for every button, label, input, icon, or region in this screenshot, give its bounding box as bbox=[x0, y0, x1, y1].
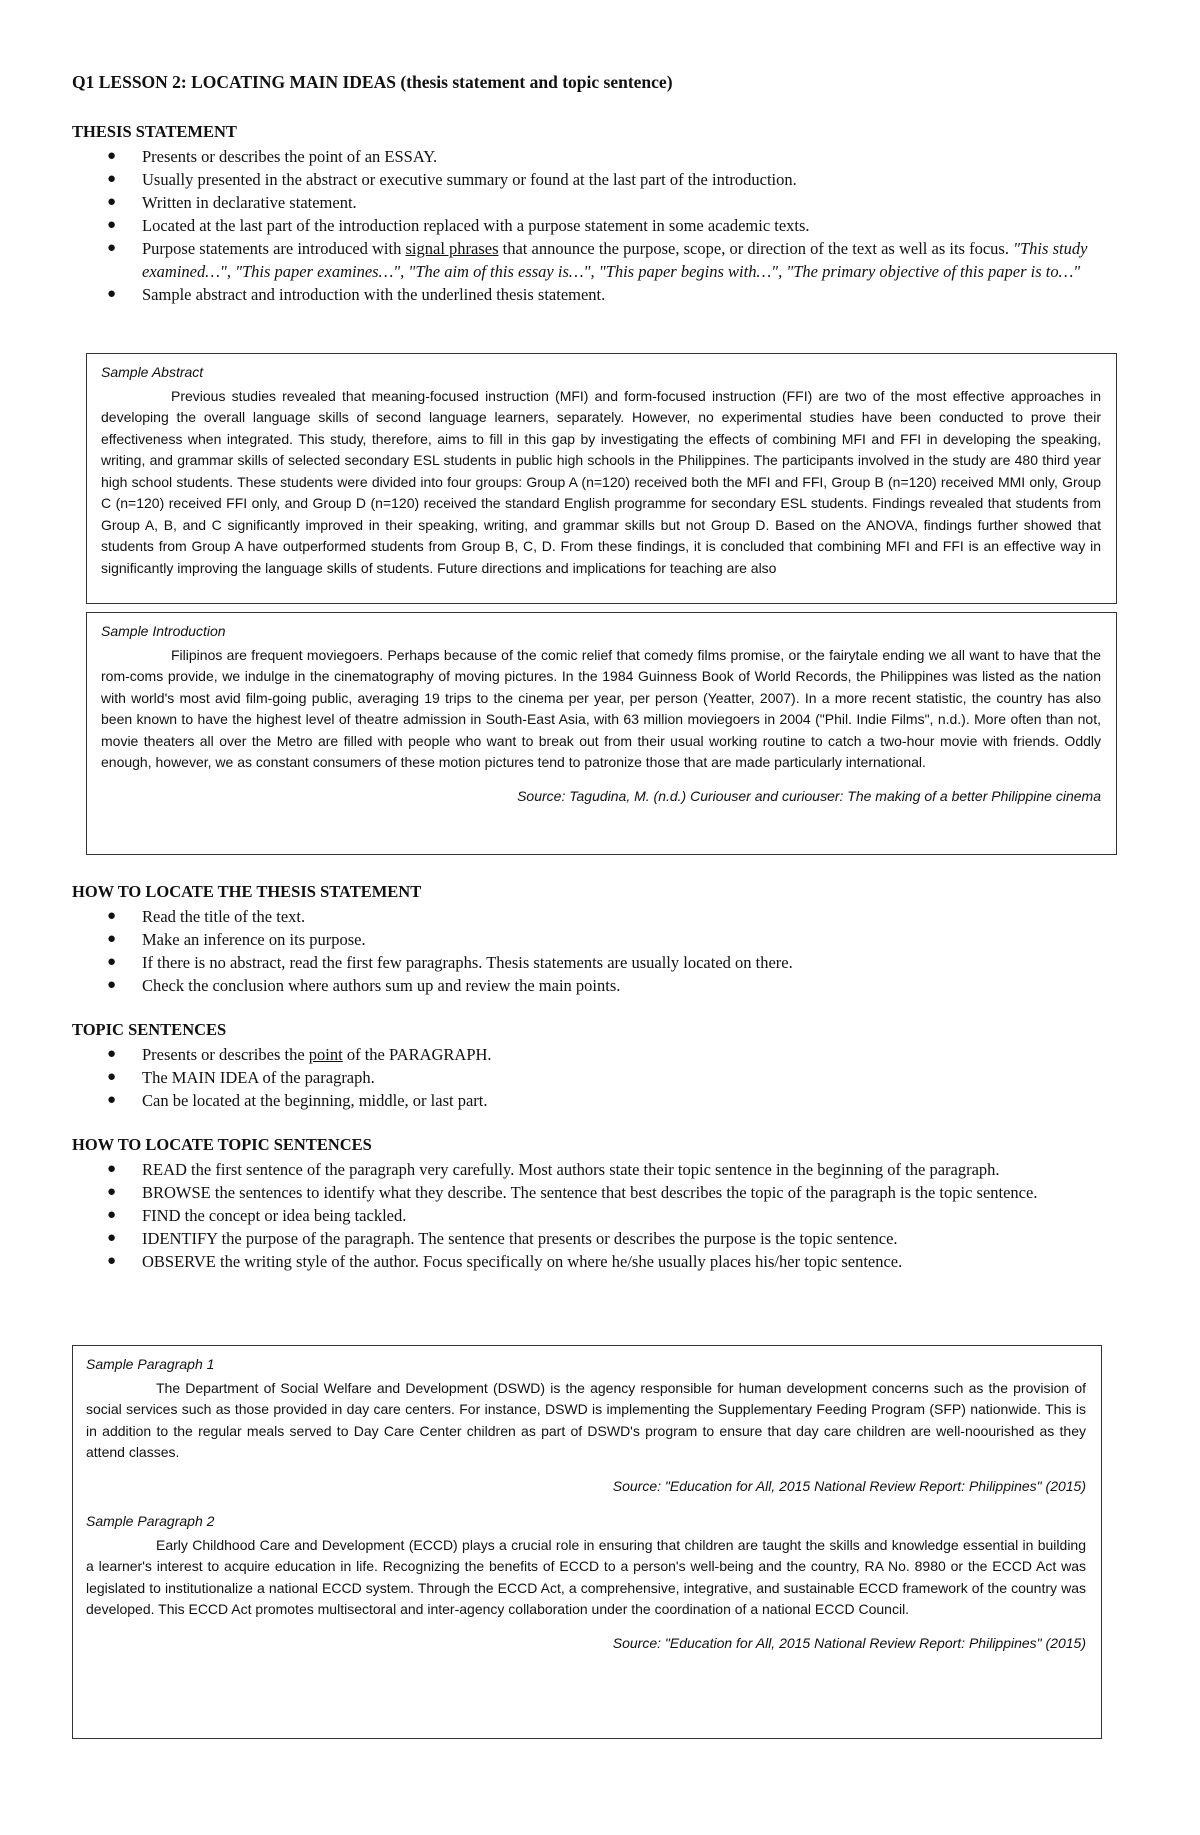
bullet-icon: ● bbox=[107, 931, 117, 947]
sample-introduction-label: Sample Introduction bbox=[101, 623, 226, 639]
locate-thesis-bullet-list bbox=[72, 905, 1132, 997]
sample-paragraphs-box bbox=[72, 1345, 1102, 1739]
sample-abstract-text: Previous studies revealed that meaning-focused instruction (MFI) and form-focused instruction (FFI) are two of the most effective approaches in developing the overall language skills of second language learners, separately. However, no experimental studies have been conducted to prove their effectiveness when integrated. This study, therefore, aims to fill in this gap by investigating the effects of combining MFI and FFI in developing the speaking, writing, and grammar skills of selected secondary ESL students in public high schools in the Philippines. The participants involved in the study are 480 third year high school students. These students were divided into four groups: Group A (n=120) received both the MFI and FFI, Group B (n=120) received MMI only, Group C (n=120) received FFI only, and Group D (n=120) received the standard English programme for secondary ESL students. Findings revealed that students from Group A, B, and C significantly improved in their speaking, writing, and grammar skills but not Group D. Based on the ANOVA, findings further showed that students from Group A have outperformed students from Group B, C, D. From these findings, it is concluded that combining MFI and FFI is an effective way in significantly improving the language skills of students. Future directions and implications for teaching are also bbox=[101, 387, 1101, 576]
locate-thesis-heading: HOW TO LOCATE THE THESIS STATEMENT bbox=[72, 882, 422, 901]
bullet-icon: ● bbox=[107, 1230, 117, 1246]
bullet-icon: ● bbox=[107, 1161, 117, 1177]
list-item: ● Read the title of the text. bbox=[107, 907, 306, 926]
thesis-bullet-list bbox=[72, 145, 1132, 306]
list-item: ● Presents or describes the point of the PARAGRAPH. bbox=[107, 1045, 492, 1064]
list-item: ● The MAIN IDEA of the paragraph. bbox=[107, 1068, 375, 1087]
sample-introduction-text: Filipinos are frequent moviegoers. Perhaps because of the comic relief that comedy films promise, or the fairytale ending we all want to have that the rom-coms provide, we indulge in the cinematography of moving pictures. In the 1984 Guinness Book of World Records, the Philippines was listed as the nation with world's most avid film-going public, averaging 19 trips to the cinema per year, per person (Yeatter, 2007). In a more recent statistic, the country has also been known to have the highest level of theatre admission in South-East Asia, with 63 million moviegoers in 2004 ("Phil. Indie Films", n.d.). More often than not, movie theaters all over the Metro are filled with people who want to break out from their usual working routine to catch a two-hour movie with friends. Oddly enough, however, we as constant consumers of these motion pictures tend to patronize those that are made particularly international. bbox=[101, 646, 1101, 770]
list-item: ● Make an inference on its purpose. bbox=[107, 930, 366, 949]
sample-paragraph-1-text: The Department of Social Welfare and Development (DSWD) is the agency responsible for human development concerns such as the provision of social services such as those provided in day care centers. For instance, DSWD is implementing the Supplementary Feeding Program (SFP) nationwide. This is in addition to the regular meals served to Day Care Center children as part of DSWD's program to ensure that day care children are well-noourished as they attend classes. bbox=[86, 1379, 1086, 1460]
signal-phrases-text: signal phrases bbox=[405, 239, 499, 258]
list-item: ● Check the conclusion where authors sum up and review the main points. bbox=[107, 976, 621, 995]
locate-topic-bullet-list bbox=[72, 1158, 1132, 1273]
bullet-icon: ● bbox=[107, 148, 117, 164]
sample-paragraph-1-label: Sample Paragraph 1 bbox=[86, 1356, 215, 1372]
locate-topic-heading: HOW TO LOCATE TOPIC SENTENCES bbox=[72, 1135, 372, 1154]
list-item: ● Usually presented in the abstract or executive summary or found at the last part of the introduction. bbox=[107, 170, 797, 189]
list-item: ● Sample abstract and introduction with the underlined thesis statement. bbox=[107, 285, 606, 304]
list-item: ● Can be located at the beginning, middle, or last part. bbox=[107, 1091, 488, 1110]
sample-abstract-box bbox=[86, 353, 1117, 604]
bullet-icon: ● bbox=[107, 1092, 117, 1108]
list-item: ● Written in declarative statement. bbox=[107, 193, 357, 212]
sample-paragraph-2-text: Early Childhood Care and Development (ECCD) plays a crucial role in ensuring that children are taught the skills and knowledge essential in building a learner's interest to acquire education in life. Recognizing the benefits of ECCD to a person's well-being and the country, RA No. 8980 or the ECCD Act was legislated to institutionalize a national ECCD system. Through the ECCD Act, a comprehensive, integrative, and sustainable ECCD framework of the country was developed. This ECCD Act promotes multisectoral and inter-agency collaboration under the coordination of a national ECCD Council. bbox=[86, 1536, 1086, 1617]
bullet-icon: ● bbox=[107, 1207, 117, 1223]
bullet-icon: ● bbox=[107, 1069, 117, 1085]
bullet-icon: ● bbox=[107, 240, 117, 256]
sample-paragraph-2-source: Source: "Education for All, 2015 National Review Report: Philippines" (2015) bbox=[612, 1634, 1086, 1651]
bullet-icon: ● bbox=[107, 194, 117, 210]
topic-sentences-bullet-list bbox=[72, 1043, 1132, 1112]
sample-paragraph-2-label: Sample Paragraph 2 bbox=[86, 1513, 215, 1529]
list-item: ● FIND the concept or idea being tackled. bbox=[107, 1206, 407, 1225]
list-item: ● Located at the last part of the introduction replaced with a purpose statement in some academic texts. bbox=[107, 216, 810, 235]
thesis-heading: THESIS STATEMENT bbox=[72, 122, 237, 141]
topic-sentences-heading: TOPIC SENTENCES bbox=[72, 1020, 227, 1039]
bullet-icon: ● bbox=[107, 1046, 117, 1062]
bullet-icon: ● bbox=[107, 171, 117, 187]
list-item: ● BROWSE the sentences to identify what they describe. The sentence that best describes the topic of the paragraph is the topic sentence. bbox=[107, 1183, 1038, 1202]
list-item: ● READ the first sentence of the paragraph very carefully. Most authors state their topic sentence in the beginning of the paragraph. bbox=[107, 1160, 1000, 1179]
list-item: ● If there is no abstract, read the first few paragraphs. Thesis statements are usually located on there. bbox=[107, 953, 793, 972]
list-item: ● IDENTIFY the purpose of the paragraph. The sentence that presents or describes the purpose is the topic sentence. bbox=[107, 1229, 898, 1248]
bullet-icon: ● bbox=[107, 954, 117, 970]
bullet-icon: ● bbox=[107, 977, 117, 993]
sample-abstract-label: Sample Abstract bbox=[101, 364, 204, 380]
bullet-icon: ● bbox=[107, 1253, 117, 1269]
point-text: point bbox=[308, 1045, 343, 1064]
list-item: ● Presents or describes the point of an ESSAY. bbox=[107, 147, 438, 166]
bullet-icon: ● bbox=[107, 908, 117, 924]
page-title: Q1 LESSON 2: LOCATING MAIN IDEAS (thesis statement and topic sentence) bbox=[72, 72, 673, 92]
bullet-icon: ● bbox=[107, 217, 117, 233]
signal-phrase-examples: "This study examined…", "This paper examines…", "The aim of this essay is…", "This paper begins with…", "The primary objective of this paper is to…" bbox=[142, 239, 1088, 281]
sample-introduction-source: Source: Tagudina, M. (n.d.) Curiouser and curiouser: The making of a better Philippine cinema bbox=[517, 787, 1101, 804]
bullet-icon: ● bbox=[107, 286, 117, 302]
bullet-icon: ● bbox=[107, 1184, 117, 1200]
sample-introduction-box bbox=[86, 612, 1117, 855]
list-item: ● Purpose statements are introduced with signal phrases that announce the purpose, scope, or direction of the text as well as its focus. "This study examined…", "This paper examines…", "The aim of this essay is…", "This paper begins with…", "The primary objective of this paper is to…" bbox=[107, 239, 1088, 281]
sample-paragraph-1-source: Source: "Education for All, 2015 National Review Report: Philippines" (2015) bbox=[612, 1477, 1086, 1494]
list-item: ● OBSERVE the writing style of the author. Focus specifically on where he/she usually places his/her topic sentence. bbox=[107, 1252, 903, 1271]
